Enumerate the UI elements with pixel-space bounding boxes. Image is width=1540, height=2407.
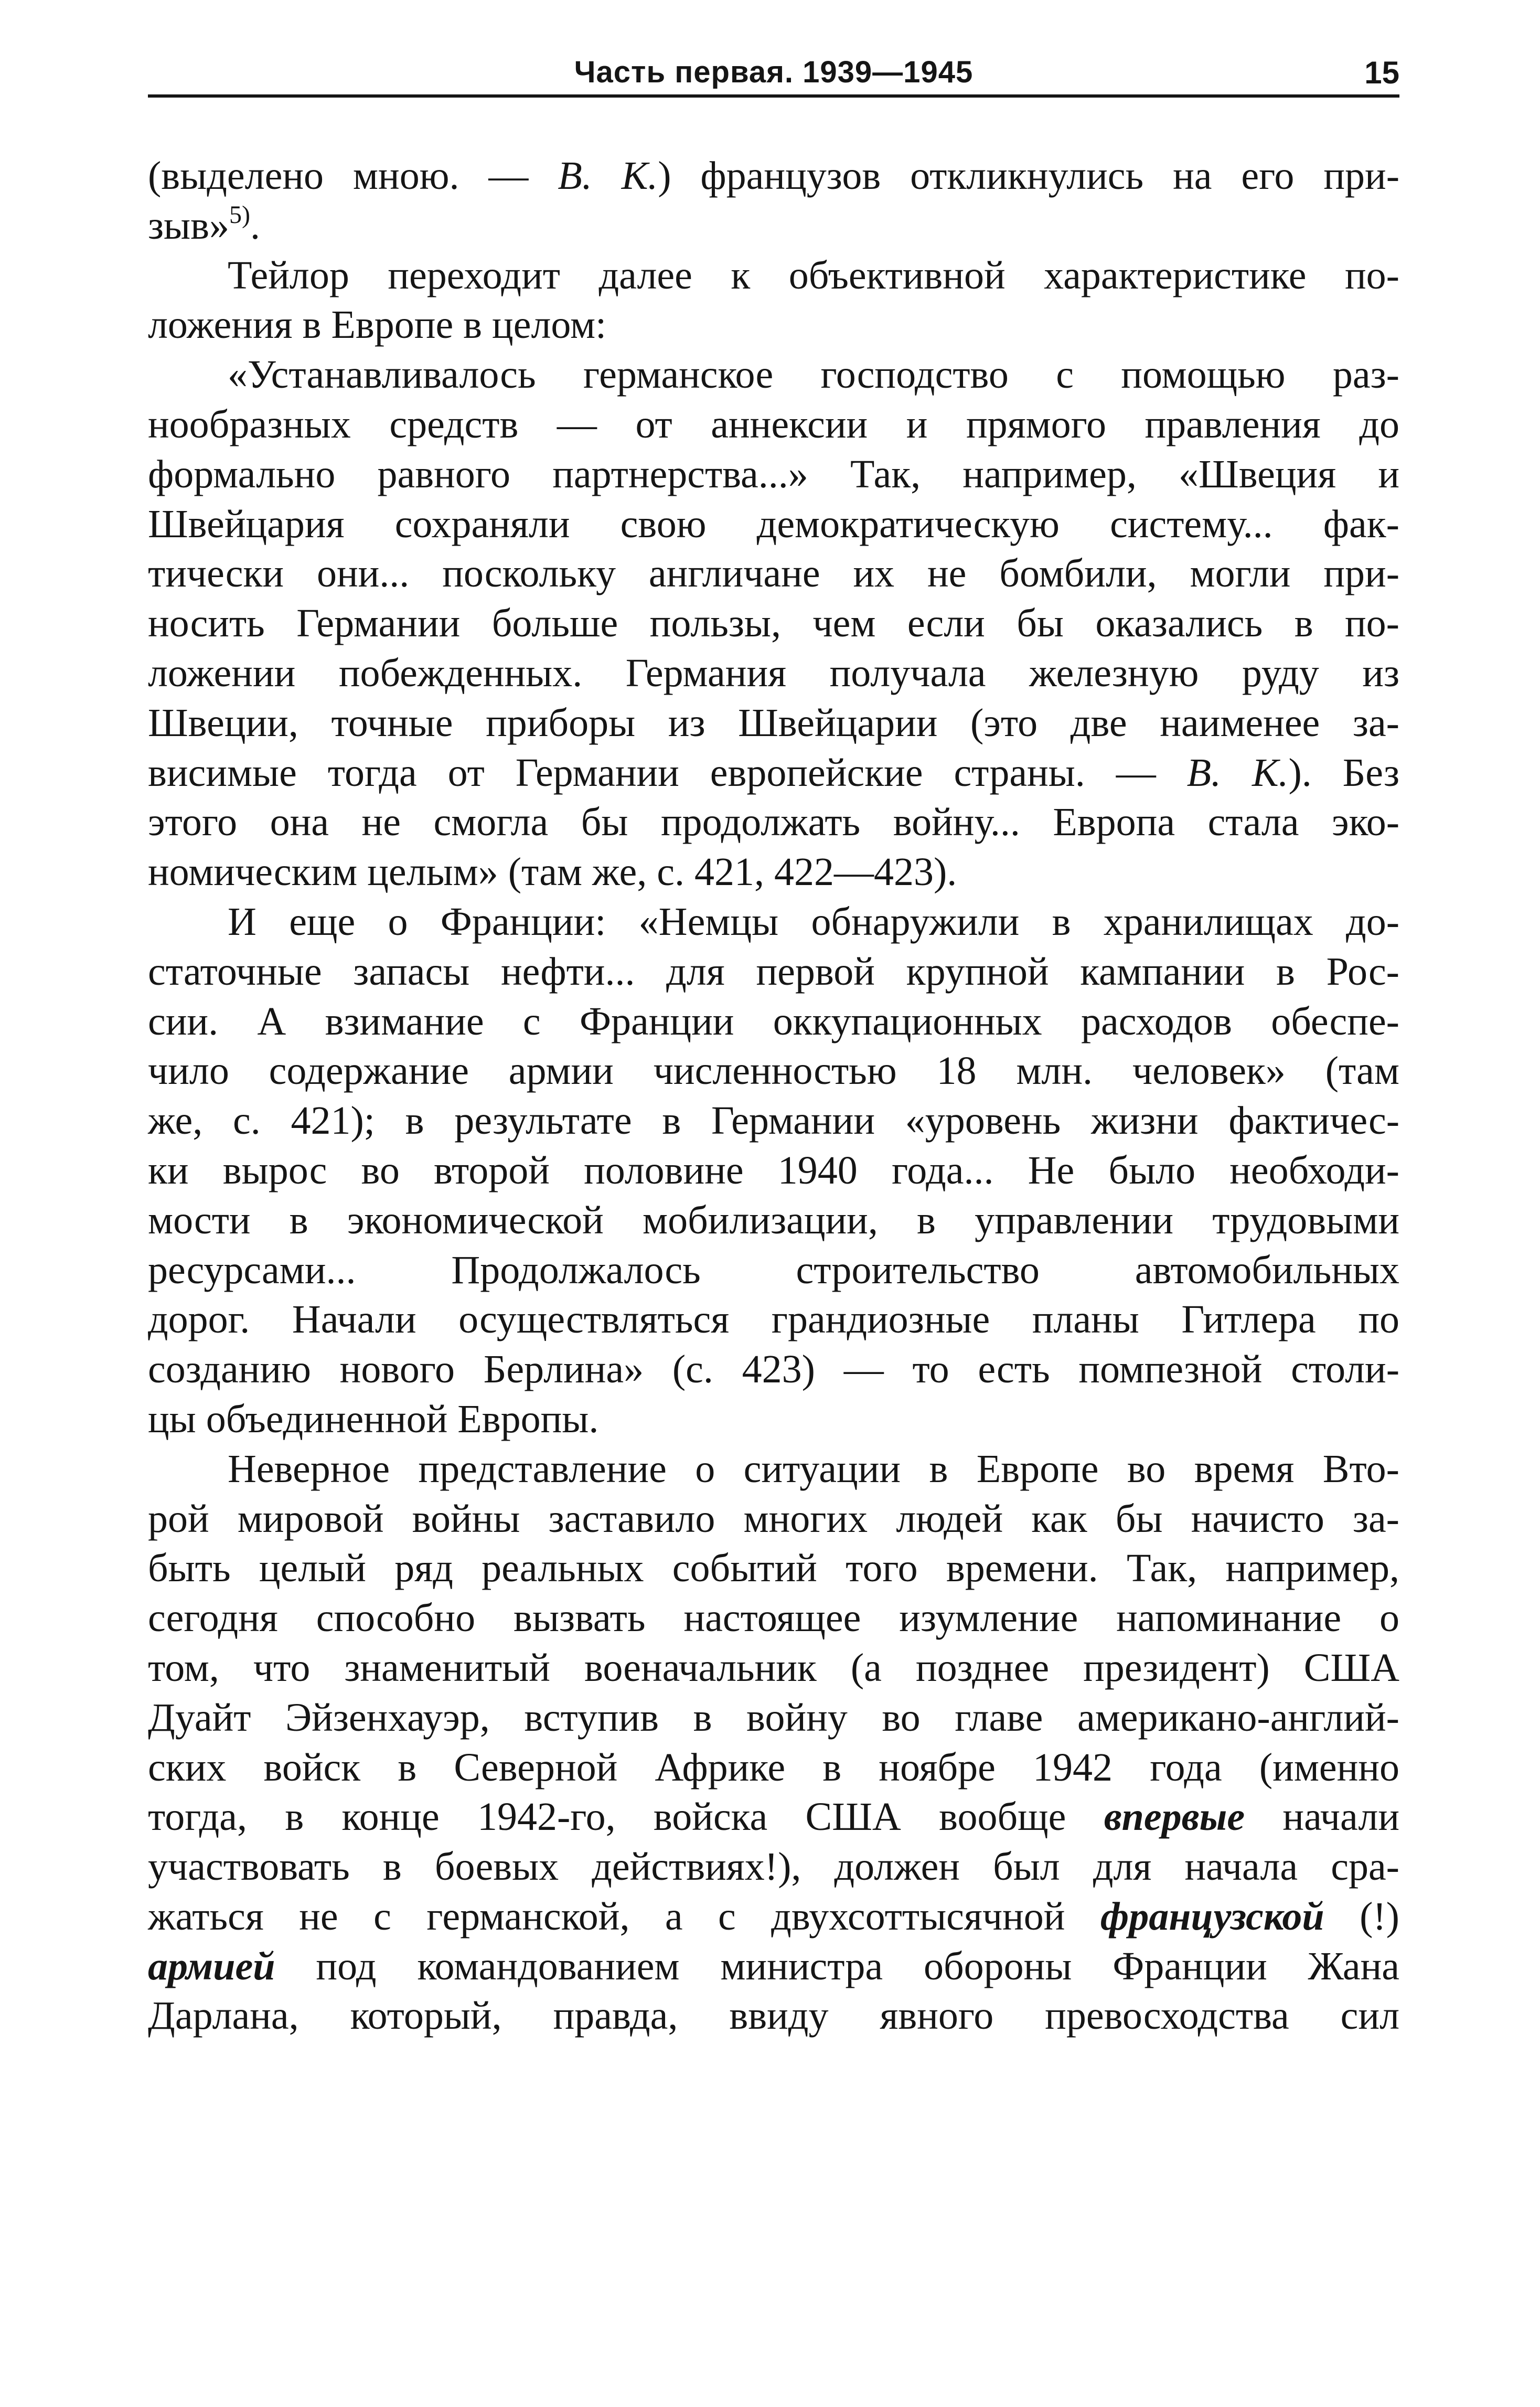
text-line: Швейцария сохраняли свою демократическую систему... фак- bbox=[148, 502, 1399, 546]
text-line: Дуайт Эйзенхауэр, вступив в войну во главе американо-англий- bbox=[148, 1695, 1399, 1740]
text-line: (выделено мною. — В. К.) французов откликнулись на его при- bbox=[148, 154, 1400, 198]
text-line: жаться не с германской, а с двухсоттысячной французской (!) bbox=[148, 1894, 1399, 1939]
text-line: И еще о Франции: «Немцы обнаружили в хранилищах до- bbox=[228, 899, 1399, 944]
text-line: ложении побежденных. Германия получала железную руду из bbox=[148, 651, 1399, 695]
text-line: ских войск в Северной Африке в ноябре 1942 года (именно bbox=[148, 1745, 1399, 1790]
running-header bbox=[148, 52, 1399, 98]
text-line: тически они... поскольку англичане их не бомбили, могли при- bbox=[148, 551, 1399, 596]
text-line: том, что знаменитый военачальник (а позднее президент) США bbox=[148, 1645, 1399, 1690]
text-line: быть целый ряд реальных событий того времени. Так, например, bbox=[148, 1546, 1399, 1591]
text-line: цы объединенной Европы. bbox=[148, 1397, 599, 1441]
text-line: «Устанавливалось германское господство с помощью раз- bbox=[228, 353, 1399, 397]
text-line: носить Германии больше пользы, чем если бы оказались в по- bbox=[148, 601, 1399, 646]
text-line: Тейлор переходит далее к объективной характеристике по- bbox=[228, 253, 1399, 297]
page-number: 15 bbox=[1364, 55, 1399, 90]
text-line: висимые тогда от Германии европейские страны. — В. К.). Без bbox=[148, 750, 1399, 795]
body-text bbox=[148, 151, 1399, 2041]
emphasis: французской bbox=[1100, 1894, 1324, 1939]
text-line: Дарлана, который, правда, ввиду явного превосходства сил bbox=[148, 1994, 1399, 2038]
text-line: сегодня способно вызвать настоящее изумление напоминание о bbox=[148, 1596, 1399, 1641]
footnote-ref: 5) bbox=[229, 200, 250, 229]
text-line: номическим целым» (там же, с. 421, 422—423). bbox=[148, 850, 957, 894]
emphasis: впервые bbox=[1104, 1795, 1245, 1839]
text-line: Швеции, точные приборы из Швейцарии (это две наименее за- bbox=[148, 700, 1399, 745]
text-line: этого она не смогла бы продолжать войну... Европа стала эко- bbox=[148, 800, 1399, 845]
text-line: формально равного партнерства...» Так, например, «Швеция и bbox=[148, 452, 1399, 496]
text-line: тогда, в конце 1942-го, войска США вообще впервые начали bbox=[148, 1795, 1399, 1839]
text-line: чило содержание армии численностью 18 млн. человек» (там bbox=[148, 1049, 1399, 1093]
text-line: же, с. 421); в результате в Германии «уровень жизни фактичес- bbox=[148, 1099, 1399, 1143]
text-line: нообразных средств — от аннексии и прямого правления до bbox=[148, 402, 1399, 446]
text-line: статочные запасы нефти... для первой крупной кампании в Рос- bbox=[148, 949, 1399, 994]
text-line: дорог. Начали осуществляться грандиозные планы Гитлера по bbox=[148, 1297, 1399, 1342]
text-line: зыв»$^{5)}$. bbox=[148, 200, 260, 248]
text-line: ложения в Европе в целом: bbox=[148, 303, 607, 347]
text-line: мости в экономической мобилизации, в управлении трудовыми bbox=[148, 1198, 1399, 1242]
text-line: сии. А взимание с Франции оккупационных расходов обеспе- bbox=[148, 999, 1399, 1043]
text-line: ки вырос во второй половине 1940 года... Не было необходи- bbox=[148, 1148, 1399, 1192]
text-line: участвовать в боевых действиях!), должен был для начала сра- bbox=[148, 1845, 1399, 1889]
text-line: Неверное представление о ситуации в Европе во время Вто- bbox=[228, 1446, 1399, 1491]
text-line: ресурсами... Продолжалось строительство автомобильных bbox=[148, 1248, 1399, 1292]
text-line: созданию нового Берлина» (с. 423) — то есть помпезной столи- bbox=[148, 1347, 1399, 1392]
running-title: Часть первая. 1939—1945 bbox=[574, 55, 974, 89]
emphasis: армией bbox=[148, 1944, 275, 1988]
text-line: армией под командованием министра обороны Франции Жана bbox=[148, 1944, 1399, 1988]
text-line: рой мировой войны заставило многих людей как бы начисто за- bbox=[148, 1496, 1399, 1541]
